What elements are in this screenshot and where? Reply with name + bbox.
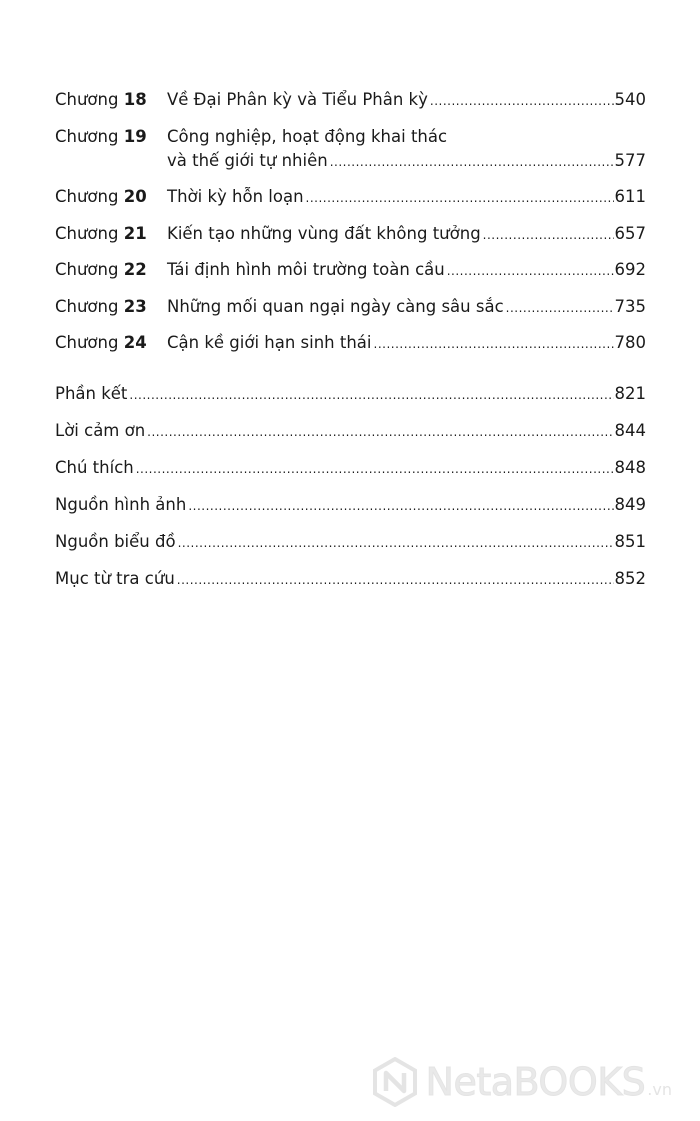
toc-chapter-entry[interactable] [55, 331, 646, 356]
chapter-number: 18 [123, 90, 147, 109]
chapter-label [55, 222, 167, 246]
back-matter-list [55, 382, 646, 592]
chapter-title-line [167, 88, 646, 113]
chapter-title: Kiến tạo những vùng đất không tưởng [167, 223, 481, 243]
dot-leader [374, 332, 614, 356]
section-title: Nguồn hình ảnh [55, 494, 187, 514]
chapter-title-line [167, 258, 646, 283]
watermark [372, 1057, 672, 1107]
section-title: Lời cảm ơn [55, 420, 146, 440]
chapter-word: Chương [55, 126, 119, 146]
chapter-label [55, 295, 167, 319]
chapter-label [55, 125, 167, 149]
toc-chapter-entry[interactable] [55, 222, 646, 247]
page-number: 540 [614, 90, 646, 109]
chapter-title-line [167, 185, 646, 210]
dot-leader [430, 89, 614, 113]
section-title: Chú thích [55, 457, 134, 477]
page-number: 821 [614, 383, 646, 403]
page-number: 577 [614, 150, 646, 170]
chapter-label [55, 185, 167, 209]
table-of-contents [55, 88, 646, 604]
chapter-title-line [167, 295, 646, 320]
dot-leader [178, 531, 614, 555]
dot-leader [177, 568, 614, 592]
chapter-title-block [167, 185, 646, 210]
page-number: 849 [614, 494, 646, 514]
dot-leader [483, 223, 614, 247]
toc-back-matter-entry[interactable] [55, 567, 646, 592]
chapter-title: Công nghiệp, hoạt động khai thác [167, 126, 448, 146]
chapter-title-block [167, 125, 646, 174]
section-title: Nguồn biểu đồ [55, 531, 176, 551]
toc-chapter-entry[interactable] [55, 88, 646, 113]
section-gap [55, 368, 646, 382]
section-title: Mục từ tra cứu [55, 568, 175, 588]
page-number: 657 [614, 223, 646, 243]
page-number: 735 [614, 296, 646, 316]
watermark-brand: NetaBOOKS [425, 1060, 646, 1104]
chapter-title-block [167, 222, 646, 247]
chapter-word: Chương [55, 90, 119, 109]
chapter-list [55, 88, 646, 356]
chapter-number: 19 [123, 126, 147, 146]
chapter-label [55, 88, 167, 112]
chapter-word: Chương [55, 223, 119, 243]
toc-chapter-entry[interactable] [55, 125, 646, 174]
chapter-number: 22 [123, 260, 147, 279]
dot-leader [188, 494, 613, 518]
chapter-title-block [167, 331, 646, 356]
page-number: 780 [614, 333, 646, 352]
chapter-title: Những mối quan ngại ngày càng sâu sắc [167, 296, 504, 316]
chapter-title: Về Đại Phân kỳ và Tiểu Phân kỳ [167, 90, 428, 109]
toc-chapter-entry[interactable] [55, 258, 646, 283]
watermark-suffix: .vn [647, 1080, 672, 1099]
chapter-label [55, 331, 167, 355]
chapter-title-line [167, 125, 646, 149]
netabooks-logo-icon [372, 1057, 418, 1107]
chapter-title-line [167, 222, 646, 247]
chapter-number: 20 [123, 187, 147, 206]
dot-leader [129, 383, 613, 407]
chapter-title-block [167, 258, 646, 283]
chapter-title: và thế giới tự nhiên [167, 150, 328, 170]
chapter-title-line [167, 331, 646, 356]
dot-leader [136, 457, 614, 481]
chapter-word: Chương [55, 296, 119, 316]
chapter-label [55, 258, 167, 282]
dot-leader [147, 420, 613, 444]
page-number: 852 [614, 568, 646, 588]
dot-leader [506, 296, 614, 320]
chapter-word: Chương [55, 333, 119, 352]
page-number: 692 [614, 260, 646, 279]
page-number: 851 [614, 531, 646, 551]
toc-back-matter-entry[interactable] [55, 456, 646, 481]
chapter-title-block [167, 295, 646, 320]
toc-back-matter-entry[interactable] [55, 382, 646, 407]
dot-leader [306, 186, 614, 210]
section-title: Phần kết [55, 383, 128, 403]
chapter-title: Tái định hình môi trường toàn cầu [167, 260, 445, 279]
chapter-number: 23 [123, 296, 147, 316]
toc-back-matter-entry[interactable] [55, 530, 646, 555]
chapter-title: Cận kề giới hạn sinh thái [167, 333, 372, 352]
chapter-number: 21 [123, 223, 147, 243]
chapter-title-line [167, 149, 646, 174]
toc-back-matter-entry[interactable] [55, 493, 646, 518]
page-number: 848 [614, 457, 646, 477]
page-number: 611 [614, 187, 646, 206]
chapter-title-block [167, 88, 646, 113]
chapter-title: Thời kỳ hỗn loạn [167, 187, 304, 206]
toc-chapter-entry[interactable] [55, 185, 646, 210]
chapter-word: Chương [55, 260, 119, 279]
toc-chapter-entry[interactable] [55, 295, 646, 320]
dot-leader [330, 150, 614, 174]
dot-leader [447, 259, 614, 283]
toc-back-matter-entry[interactable] [55, 419, 646, 444]
chapter-word: Chương [55, 187, 119, 206]
page-number: 844 [614, 420, 646, 440]
chapter-number: 24 [123, 333, 147, 352]
